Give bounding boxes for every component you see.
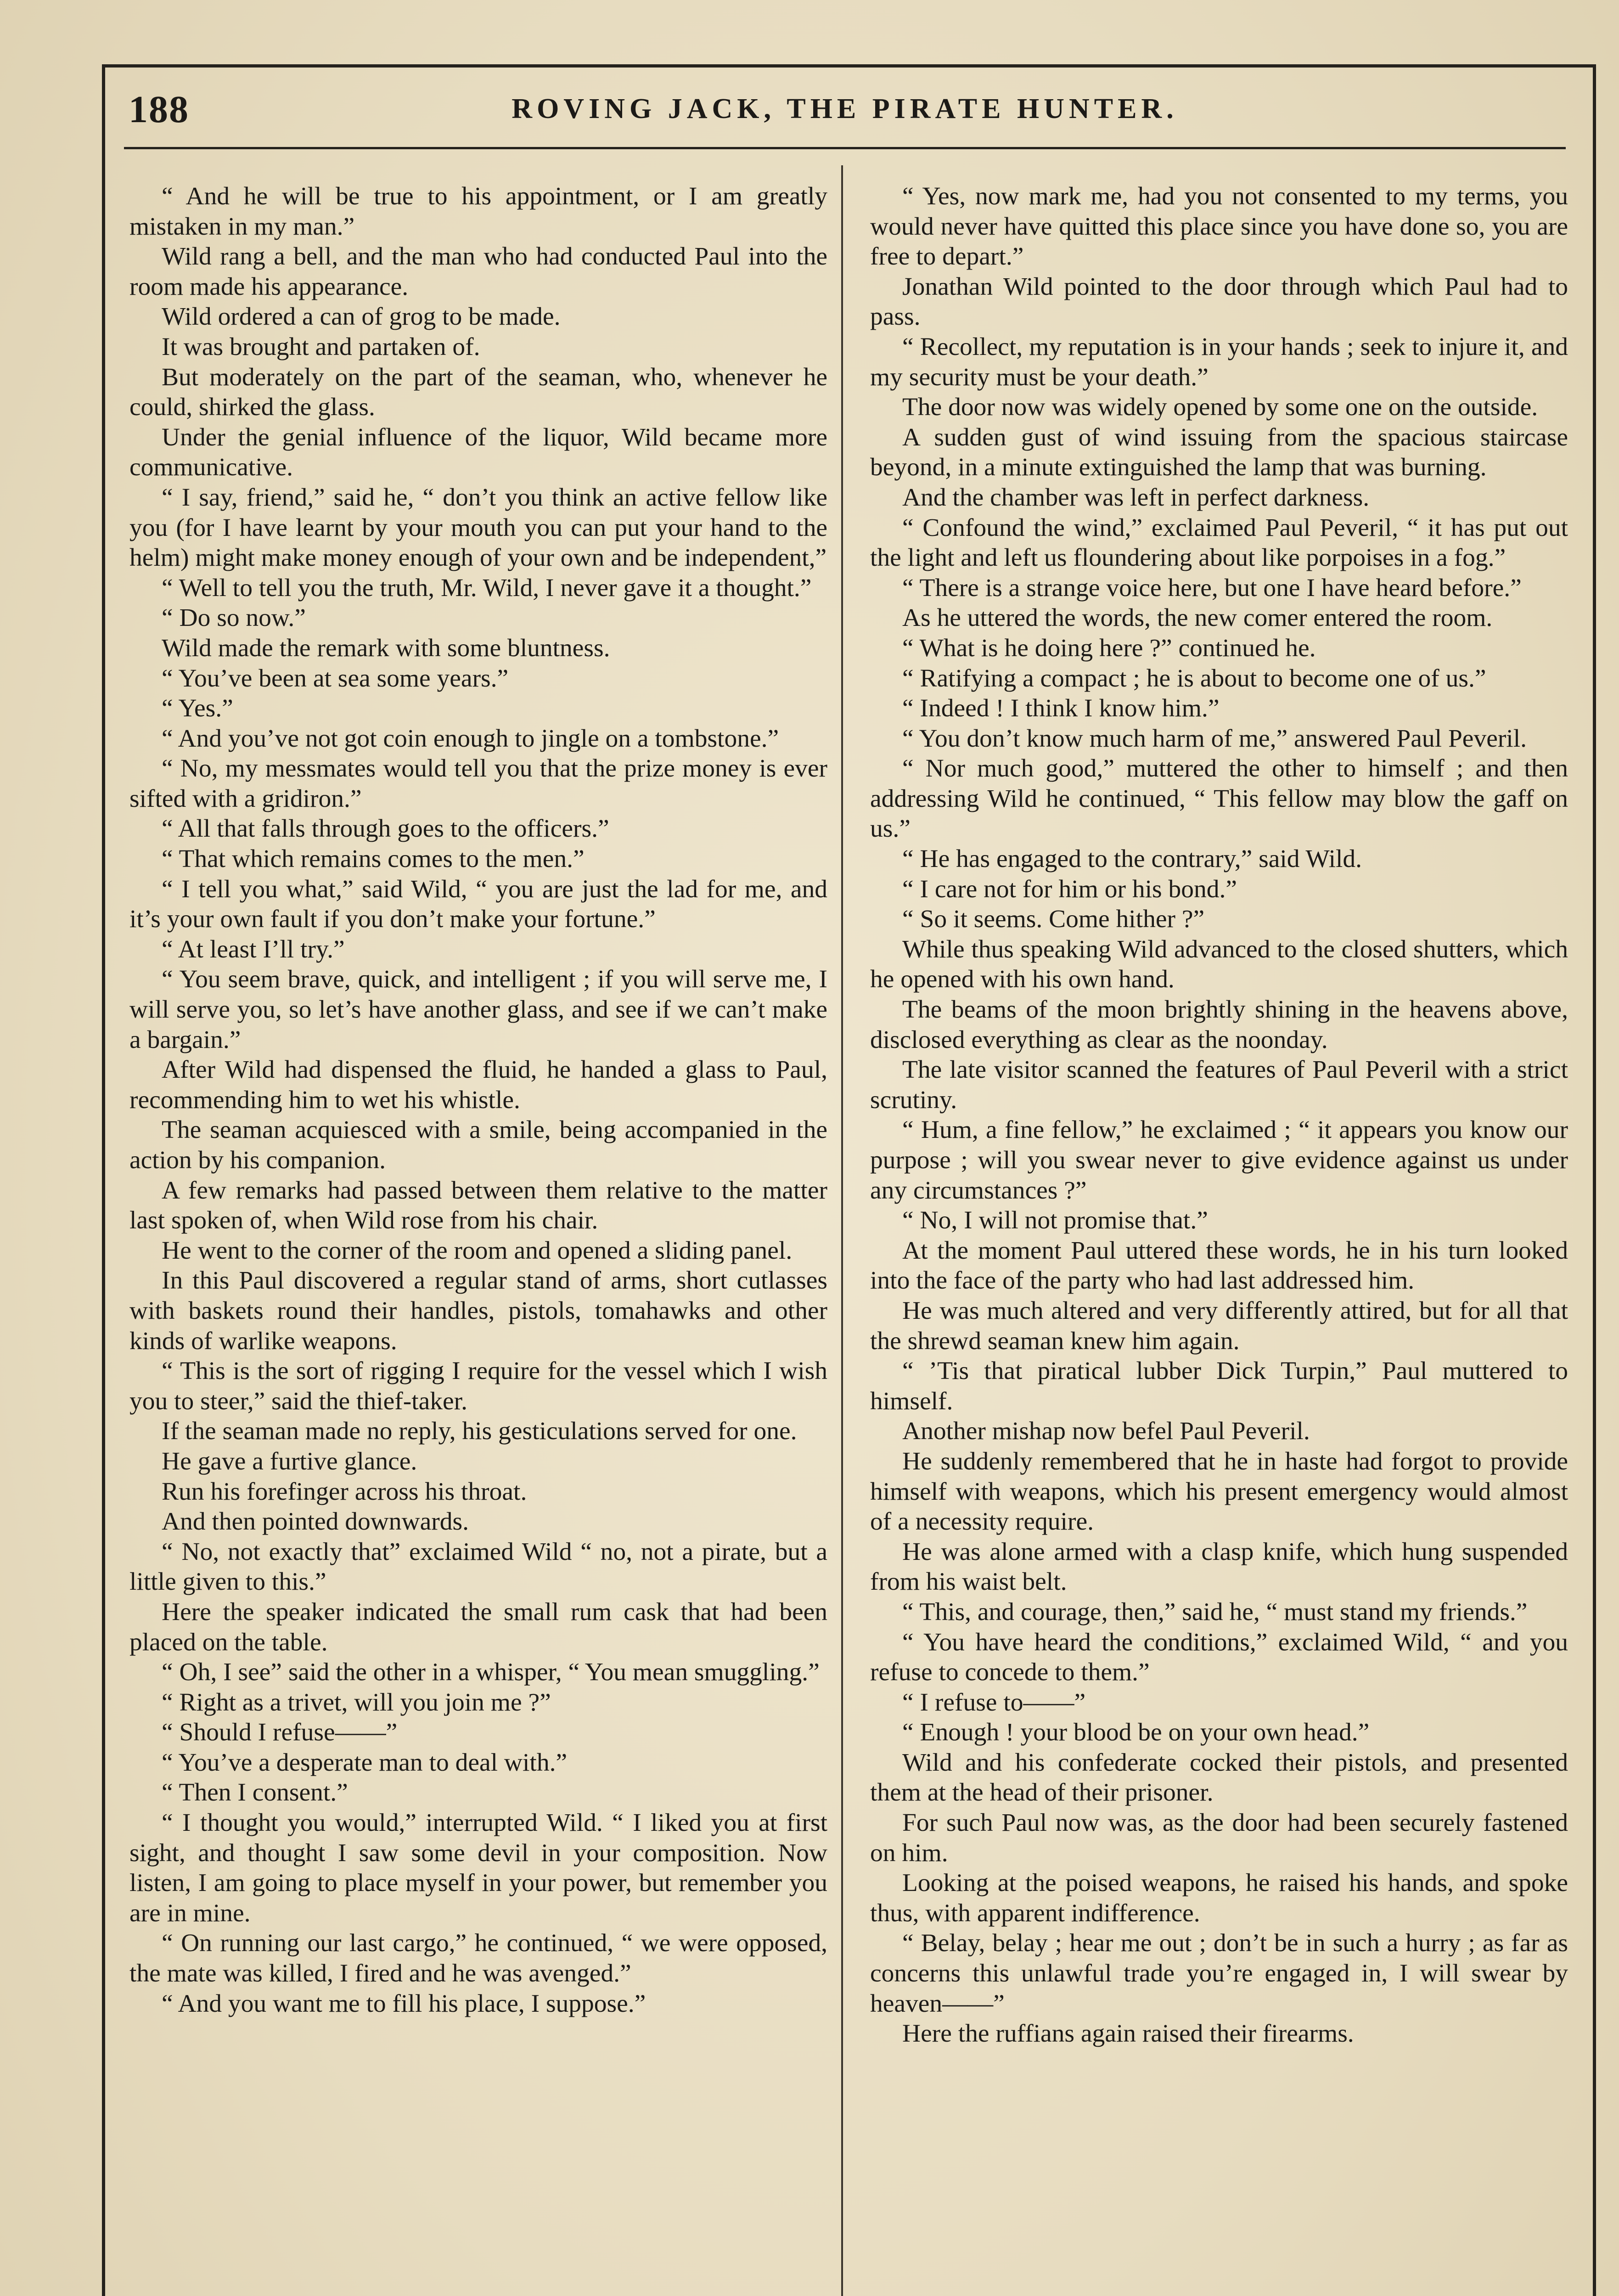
paragraph: Jonathan Wild pointed to the door through which Paul had to pass.	[870, 272, 1568, 331]
paragraph: Wild and his confederate cocked their pistols, and presented them at the head of their prisoner.	[870, 1748, 1568, 1807]
paragraph: “ There is a strange voice here, but one I have heard before.”	[902, 574, 1522, 602]
paragraph: Here the ruffians again raised their firearms.	[902, 2020, 1354, 2048]
paragraph: He gave a furtive glance.	[162, 1447, 417, 1475]
paragraph: “ Yes.”	[162, 694, 233, 723]
paragraph: “ Then I consent.”	[162, 1778, 348, 1807]
paragraph: “ You’ve a desperate man to deal with.”	[162, 1748, 568, 1777]
right-column	[870, 181, 1568, 2049]
paragraph: “ I care not for him or his bond.”	[902, 875, 1237, 903]
paragraph: “ Oh, I see” said the other in a whisper, “ You mean smuggling.”	[162, 1658, 820, 1687]
paragraph: He suddenly remembered that he in haste had forgot to provide himself with weapons, which his present emergency would almost of a necessity require.	[870, 1447, 1568, 1536]
paragraph: “ I thought you would,” interrupted Wild. “ I liked you at first sight, and thought I saw some devil in your composition. Now listen, I am going to place myself in your power, but remember you are in mine.	[129, 1809, 827, 1927]
paragraph: And the chamber was left in perfect darkness.	[902, 483, 1370, 512]
left-column	[129, 181, 827, 2019]
paragraph: Wild made the remark with some bluntness.	[162, 634, 610, 662]
paragraph: The late visitor scanned the features of Paul Peveril with a strict scrutiny.	[870, 1056, 1568, 1114]
paragraph: A few remarks had passed between them relative to the matter last spoken of, when Wild rose from his chair.	[129, 1176, 827, 1235]
paragraph: “ No, my messmates would tell you that the prize money is ever sifted with a gridiron.”	[129, 754, 827, 813]
paragraph: “ You don’t know much harm of me,” answered Paul Peveril.	[902, 724, 1527, 753]
paragraph: “ I tell you what,” said Wild, “ you are just the lad for me, and it’s your own fault if you don’t make your fortune.”	[129, 875, 827, 934]
paragraph: At the moment Paul uttered these words, he in his turn looked into the face of the party who had last addressed him.	[870, 1236, 1568, 1295]
paragraph: Here the speaker indicated the small rum cask that had been placed on the table.	[129, 1598, 827, 1656]
paragraph: “ I refuse to——”	[902, 1688, 1086, 1716]
paragraph: “ Should I refuse——”	[162, 1718, 398, 1747]
paragraph: In this Paul discovered a regular stand of arms, short cutlasses with baskets round their handles, pistols, tomahawks and other kinds of warlike weapons.	[129, 1266, 827, 1355]
paragraph: “ That which remains comes to the men.”	[162, 845, 585, 873]
paragraph: A sudden gust of wind issuing from the spacious staircase beyond, in a minute extinguished the lamp that was burning.	[870, 423, 1568, 482]
paragraph: The seaman acquiesced with a smile, being accompanied in the action by his companion.	[129, 1116, 827, 1174]
paragraph: “ This, and courage, then,” said he, “ must stand my friends.”	[902, 1598, 1528, 1626]
paragraph: “ And you’ve not got coin enough to jingle on a tombstone.”	[162, 724, 779, 753]
paragraph: After Wild had dispensed the fluid, he handed a glass to Paul, recommending him to wet his whistle.	[129, 1056, 827, 1114]
paragraph: “ And he will be true to his appointment, or I am greatly mistaken in my man.”	[129, 182, 827, 241]
paragraph: “ You’ve been at sea some years.”	[162, 664, 509, 692]
paragraph: “ Well to tell you the truth, Mr. Wild, I never gave it a thought.”	[162, 574, 812, 602]
paragraph: “ No, not exactly that” exclaimed Wild “ no, not a pirate, but a little given to this.”	[129, 1537, 827, 1596]
paragraph: “ You seem brave, quick, and intelligent ; if you will serve me, I will serve you, so let’s have another glass, and see if we can’t make a bargain.”	[129, 965, 827, 1054]
paragraph: Wild ordered a can of grog to be made.	[162, 303, 561, 331]
paragraph: Looking at the poised weapons, he raised his hands, and spoke thus, with apparent indifference.	[870, 1869, 1568, 1927]
paragraph: “ What is he doing here ?” continued he.	[902, 634, 1316, 662]
paragraph: “ Ratifying a compact ; he is about to become one of us.”	[902, 664, 1486, 692]
paragraph: The beams of the moon brightly shining in the heavens above, disclosed everything as clear as the noonday.	[870, 996, 1568, 1054]
header-rule	[124, 147, 1566, 149]
paragraph: He was alone armed with a clasp knife, which hung suspended from his waist belt.	[870, 1537, 1568, 1596]
paragraph: While thus speaking Wild advanced to the closed shutters, which he opened with his own hand.	[870, 935, 1568, 994]
paragraph: “ Yes, now mark me, had you not consented to my terms, you would never have quitted this place since you have done so, you are free to depart.”	[870, 182, 1568, 271]
paragraph: “ He has engaged to the contrary,” said Wild.	[902, 845, 1362, 873]
paragraph: “ All that falls through goes to the officers.”	[162, 815, 609, 843]
paragraph: “ No, I will not promise that.”	[902, 1206, 1208, 1235]
paragraph: “ Right as a trivet, will you join me ?”	[162, 1688, 551, 1716]
paragraph: “ And you want me to fill his place, I suppose.”	[162, 1989, 646, 2018]
paragraph: “ This is the sort of rigging I require for the vessel which I wish you to steer,” said the thief-taker.	[129, 1357, 827, 1415]
paragraph: Wild rang a bell, and the man who had conducted Paul into the room made his appearance.	[129, 242, 827, 301]
paragraph: But moderately on the part of the seaman, who, whenever he could, shirked the glass.	[129, 363, 827, 422]
page-header	[124, 83, 1566, 133]
column-divider	[841, 165, 843, 2296]
paragraph: Run his forefinger across his throat.	[162, 1477, 527, 1506]
paragraph: “ Indeed ! I think I know him.”	[902, 694, 1220, 723]
paragraph: “ ’Tis that piratical lubber Dick Turpin,” Paul muttered to himself.	[870, 1357, 1568, 1415]
paragraph: “ Nor much good,” muttered the other to himself ; and then addressing Wild he continued, “ This fellow may blow the gaff on us.”	[870, 754, 1568, 843]
paragraph: He went to the corner of the room and opened a sliding panel.	[162, 1236, 793, 1265]
paragraph: “ Recollect, my reputation is in your hands ; seek to injure it, and my security must be your death.”	[870, 332, 1568, 391]
paragraph: “ Belay, belay ; hear me out ; don’t be in such a hurry ; as far as concerns this unlawful trade you’re engaged in, I will swear by heaven——”	[870, 1929, 1568, 2018]
paragraph: For such Paul now was, as the door had been securely fastened on him.	[870, 1809, 1568, 1867]
paragraph: If the seaman made no reply, his gesticulations served for one.	[162, 1417, 797, 1446]
paragraph: He was much altered and very differently attired, but for all that the shrewd seaman knew him again.	[870, 1296, 1568, 1355]
paragraph: “ You have heard the conditions,” exclaimed Wild, “ and you refuse to concede to them.”	[870, 1628, 1568, 1687]
paragraph: As he uttered the words, the new comer entered the room.	[902, 604, 1493, 632]
running-title: ROVING JACK, THE PIRATE HUNTER.	[512, 93, 1178, 124]
paragraph: “ Do so now.”	[162, 604, 306, 632]
paragraph: “ I say, friend,” said he, “ don’t you think an active fellow like you (for I have learnt by your mouth you can put your hand to the helm) might make money enough of your own and be independent,”	[129, 483, 827, 572]
paragraph: It was brought and partaken of.	[162, 332, 480, 361]
paragraph: “ Enough ! your blood be on your own head.”	[902, 1718, 1370, 1747]
paragraph: Another mishap now befel Paul Peveril.	[902, 1417, 1310, 1446]
paragraph: The door now was widely opened by some one on the outside.	[902, 393, 1538, 422]
paragraph: “ So it seems. Come hither ?”	[902, 905, 1205, 934]
paragraph: “ On running our last cargo,” he continued, “ we were opposed, the mate was killed, I fired and he was avenged.”	[129, 1929, 827, 1988]
paragraph: “ At least I’ll try.”	[162, 935, 345, 963]
paragraph: “ Hum, a fine fellow,” he exclaimed ; “ it appears you know our purpose ; will you swear never to give evidence against us under any circumstances ?”	[870, 1116, 1568, 1204]
page-number: 188	[129, 88, 189, 131]
paragraph: Under the genial influence of the liquor, Wild became more communicative.	[129, 423, 827, 482]
paragraph: And then pointed downwards.	[162, 1508, 469, 1536]
paragraph: “ Confound the wind,” exclaimed Paul Peveril, “ it has put out the light and left us floundering about like porpoises in a fog.”	[870, 513, 1568, 572]
